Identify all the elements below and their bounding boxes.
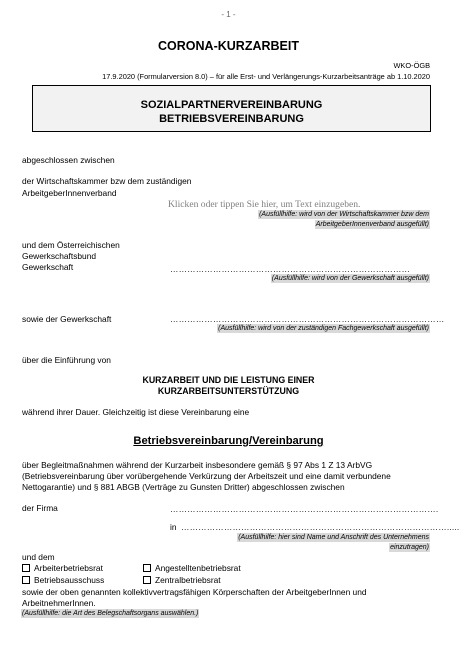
firm-label: der Firma — [22, 503, 58, 513]
org-code: WKO-ÖGB — [393, 61, 430, 70]
paragraph-line1: über Begleitmaßnahmen während der Kurzarbeit insbesondere gemäß § 97 Abs 1 Z 13 ArbVG — [22, 460, 373, 470]
union-input[interactable]: …………………………………………………………………………………… — [170, 314, 445, 324]
checkbox-label: Arbeiterbetriebsrat — [34, 563, 103, 573]
firm-fill-hint-line1: (Ausfüllhilfe: hier sind Name und Anschrift des Unternehmens — [238, 534, 429, 541]
oegb-label-line3: Gewerkschaft — [22, 262, 74, 272]
during-text: während ihrer Dauer. Gleichzeitig ist diese Vereinbarung eine — [22, 407, 250, 417]
wko-text-input[interactable]: Klicken oder tippen Sie hier, um Text einzugeben. — [168, 199, 361, 210]
checkbox-label: Betriebsausschuss — [34, 575, 105, 585]
firm-location-input[interactable]: …………………………………………………………………………………..... — [181, 522, 459, 532]
closing-line2: ArbeitnehmerInnen. — [22, 598, 96, 608]
checkbox-icon — [22, 564, 30, 572]
subject-line1: KURZARBEIT UND DIE LEISTUNG EINER — [142, 375, 315, 385]
page-number: - 1 - — [221, 10, 236, 19]
agreement-heading: Betriebsvereinbarung/Vereinbarung — [133, 435, 324, 447]
union-label: sowie der Gewerkschaft — [22, 314, 112, 324]
agreement-title-line2: BETRIEBSVEREINBARUNG — [159, 113, 304, 125]
checkbox-zentralbetriebsrat[interactable] — [143, 575, 221, 586]
paragraph-line2: (Betriebsvereinbarung über vorübergehende Verkürzung der Arbeitszeit und eine damit verbundene — [22, 471, 391, 481]
checkbox-label: Angestelltenbetriebsrat — [155, 563, 241, 573]
version-line: 17.9.2020 (Formularversion 8.0) – für alle Erst- und Verlängerungs-Kurzarbeitsanträge ab 1.10.2020 — [102, 72, 430, 81]
and-the-text: und dem — [22, 552, 55, 562]
agreement-title-line1: SOZIALPARTNERVEREINBARUNG — [140, 99, 323, 111]
checkbox-label: Zentralbetriebsrat — [155, 575, 221, 585]
firm-in-label: in — [170, 522, 177, 532]
checkbox-icon — [22, 576, 30, 584]
introduction-text: über die Einführung von — [22, 355, 111, 365]
checkbox-angestelltenbetriebsrat[interactable] — [143, 563, 241, 574]
wko-fill-hint-line2: ArbeitgeberInnenverband ausgefüllt) — [315, 221, 429, 228]
agreement-title-box — [32, 85, 431, 132]
checkbox-arbeiterbetriebsrat[interactable] — [22, 563, 103, 574]
oegb-label-line1: und dem Österreichischen — [22, 240, 120, 250]
checkbox-betriebsausschuss[interactable] — [22, 575, 104, 586]
concluded-between-text: abgeschlossen zwischen — [22, 155, 115, 165]
document-title: CORONA-KURZARBEIT — [158, 39, 299, 53]
oegb-fill-hint: (Ausfüllhilfe: wird von der Gewerkschaft ausgefüllt) — [271, 275, 429, 282]
wko-label-line1: der Wirtschaftskammer bzw dem zuständigen — [22, 176, 192, 186]
oegb-union-input[interactable]: ………………………………………………………………………… — [170, 264, 411, 274]
oegb-label-line2: Gewerkschaftsbund — [22, 251, 97, 261]
checkbox-icon — [143, 576, 151, 584]
firm-name-input[interactable]: …………………………………………………………………………………. — [170, 504, 439, 514]
wko-label-line2: ArbeitgeberInnenverband — [22, 188, 117, 198]
closing-fill-hint: (Ausfüllhilfe: die Art des Belegschaftsorgans auswählen.) — [22, 610, 199, 617]
subject-line2: KURZARBEITSUNTERSTÜTZUNG — [157, 386, 300, 396]
closing-line1: sowie der oben genannten kollektivvertragsfähigen Körperschaften der ArbeitgeberInnen und — [22, 587, 367, 597]
checkbox-icon — [143, 564, 151, 572]
union-fill-hint: (Ausfüllhilfe: wird von der zuständigen Fachgewerkschaft ausgefüllt) — [218, 325, 429, 332]
paragraph-line3: Nettogarantie) und § 881 ABGB (Verträge zu Gunsten Dritter) abgeschlossen zwischen — [22, 482, 345, 492]
wko-fill-hint-line1: (Ausfüllhilfe: wird von der Wirtschaftskammer bzw dem — [259, 211, 429, 218]
firm-fill-hint-line2: einzutragen) — [390, 544, 429, 551]
